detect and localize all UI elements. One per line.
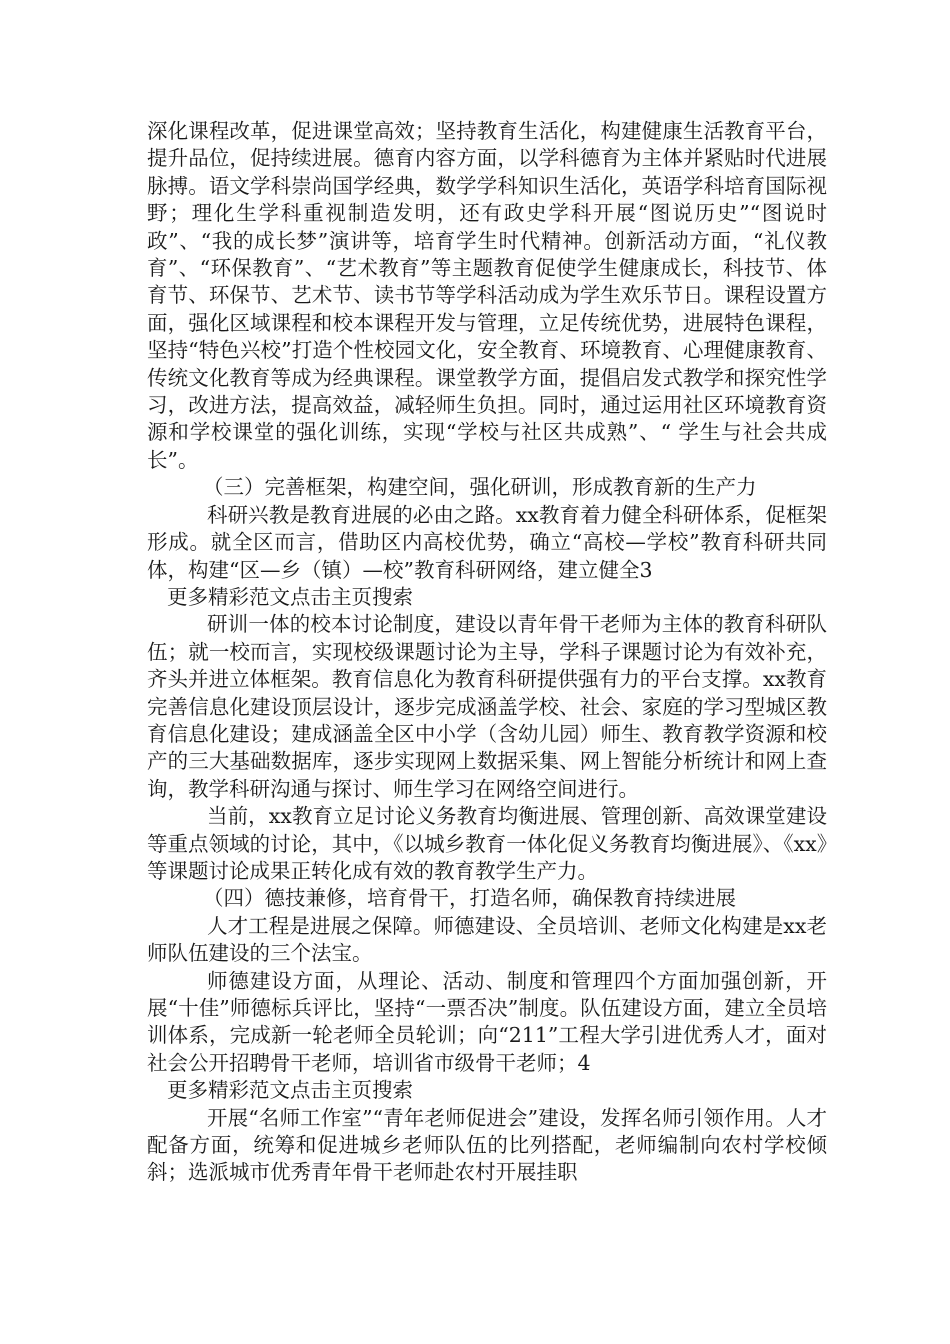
paragraph-research-system: 科研兴教是教育进展的必由之路。xx教育着力健全科研体系，促框架形成。就全区而言，借助区内高校优势，确立“高校—学校”教育科研共同体，构建“区—乡（镇）—校”教育科研网络，建立健全3 — [147, 502, 827, 582]
section-heading-3: （三）完善框架，构建空间，强化研训，形成教育新的生产力 — [203, 475, 757, 500]
section-heading-4: （四）德技兼修，培育骨干，打造名师，确保教育持续进展 — [203, 886, 736, 911]
paragraph-talent-project: 人才工程是进展之保障。师德建设、全员培训、老师文化构建是xx老师队伍建设的三个法宝。 — [147, 913, 827, 966]
paragraph-curriculum-reform: 深化课程改革，促进课堂高效；坚持教育生活化，构建健康生活教育平台，提升品位，促持续进展。德育内容方面，以学科德育为主体并紧贴时代进展脉搏。语文学科崇尚国学经典，数学学科知识生活化，英语学科培育国际视野；理化生学科重视制造发明，还有政史学科开展“图说历史”“图说时政”、“我的成长梦”演讲等，培育学生时代精神。创新活动方面，“礼仪教育”、“环保教育”、“艺术教育”等主题教育促使学生健康成长，科技节、体育节、环保节、艺术节、读书节等学科活动成为学生欢乐节日。课程设置方面，强化区域课程和校本课程开发与管理，立足传统优势，进展特色课程，坚持“特色兴校”打造个性校园文化，安全教育、环境教育、心理健康教育、传统文化教育等成为经典课程。课堂教学方面，提倡启发式教学和探究性学习，改进方法，提高效益，减轻师生负担。同时，通过运用社区环境教育资源和学校课堂的强化训练，实现“学校与社区共成熟”、“ 学生与社会共成长”。 — [147, 119, 827, 472]
paragraph-school-research: 研训一体的校本讨论制度，建设以青年骨干老师为主体的教育科研队伍；就一校而言，实现校级课题讨论为主导，学科子课题讨论为有效补充，齐头并进立体框架。教育信息化为教育科研提供强有力的平台支撑。xx教育完善信息化建设顶层设计，逐步完成涵盖学校、社会、家庭的学习型城区教育信息化建设；建成涵盖全区中小学（含幼儿园）师生、教育教学资源和校产的三大基础数据库，逐步实现网上数据采集、网上智能分析统计和网上查询，教学科研沟通与探讨、师生学习在网络空间进行。 — [147, 612, 827, 801]
paragraph-current-research: 当前，xx教育立足讨论义务教育均衡进展、管理创新、高效课堂建设等重点领域的讨论，其中，《以城乡教育一体化促义务教育均衡进展》、《xx》等课题讨论成果正转化成有效的教育教学生产力。 — [147, 804, 827, 883]
paragraph-famous-teacher: 开展“名师工作室”“青年老师促进会”建设，发挥名师引领作用。人才配备方面，统筹和促进城乡老师队伍的比列搭配，老师编制向农村学校倾斜；选派城市优秀青年骨干老师赴农村开展挂职 — [147, 1105, 827, 1185]
document-body — [147, 118, 827, 1187]
footer-promo-text: 更多精彩范文点击主页搜索 — [167, 1078, 413, 1103]
footer-promo-text: 更多精彩范文点击主页搜索 — [167, 584, 413, 609]
paragraph-teacher-ethics: 师德建设方面，从理论、活动、制度和管理四个方面加强创新，开展“十佳”师德标兵评比，坚持“一票否决”制度。队伍建设方面，建立全员培训体系，完成新一轮老师全员轮训；向“211”工程大学引进优秀人才，面对社会公开招聘骨干老师，培训省市级骨干老师；4 — [147, 968, 827, 1075]
